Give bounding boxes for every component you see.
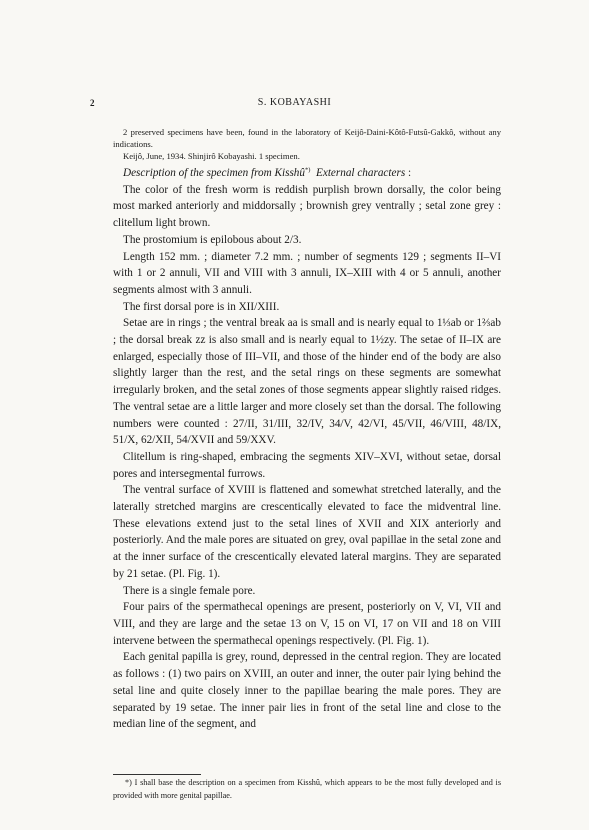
footnote-mark: *) [125,778,132,787]
intro-collection: Keijô, June, 1934. Shinjirô Kobayashi. 1 specimen. [123,151,300,161]
footnote-divider [113,774,201,775]
external-characters-heading: External characters [316,167,406,179]
footnote-reference: *) [305,166,311,174]
footnote [113,777,501,802]
paragraph-ventral-surface: The ventral surface of XVIII is flattened and somewhat stretched laterally, and the laterally stretched margins are crescentically elevated to face the midventral line. These elevations extend just to the setal lines of XVII and XIX anteriorly and posteriorly. And the male pores are situated on grey, oval papillae in the setal zone and at the inner surface of the crescentically elevated lateral margins. They are separated by 21 setae. (Pl. Fig. 1). [113,484,501,580]
running-head: S. KOBAYASHI [257,97,332,108]
page-number: 2 [90,98,95,108]
paragraph-clitellum: Clitellum is ring-shaped, embracing the segments XIV–XVI, without setae, dorsal pores and intersegmental furrows. [113,450,501,480]
paragraph-dorsal-pore: The first dorsal pore is in XII/XIII. [123,300,280,313]
section-heading [113,165,501,182]
intro-preserved: 2 preserved specimens have been, found in the laboratory of Keijô-Daini-Kôtô-Futsû-Gakkô, without any indications. [113,127,501,149]
paragraph-prostomium: The prostomium is epilobous about 2/3. [123,233,302,246]
paragraph-spermathecal: Four pairs of the spermathecal openings are present, posteriorly on V, VI, VII and VIII, and they are large and the setae 13 on V, 15 on VI, 17 on VII and 18 on VIII intervene between the spermathecal openings respectively. (Pl. Fig. 1). [113,601,501,647]
footnote-text: I shall base the description on a specimen from Kisshû, which appears to be the most fully developed and is provided with more genital papillae. [113,778,502,800]
paragraph-length: Length 152 mm. ; diameter 7.2 mm. ; number of segments 129 ; segments II–VI with 1 or 2 annuli, VII and VIII with 3 annuli, IX–XIII with 4 or 5 annuli, another segments almost with 3 annuli. [113,250,501,296]
paragraph-female-pore: There is a single female pore. [123,584,256,597]
paragraph-genital-papilla: Each genital papilla is grey, round, depressed in the central region. They are located as follows : (1) two pairs on XVIII, an outer and inner, the outer pair lying behind the setal line and quite closely inner to the papillae bearing the male pores. They are separated by 19 setae. The inner pair lies in front of the setal line and close to the median line of the segment, and [113,651,501,731]
heading-colon: : [407,167,412,179]
paragraph-setae: Setae are in rings ; the ventral break aa is small and is nearly equal to 1⅓ab or 1⅔ab ; the dorsal break zz is also small and is nearly equal to 1½zy. The setae of II–IX are enlarged, especially those of III–VII, and those of the hinder end of the body are also slightly larger than the rest, and the setal rings on these segments are somewhat irregularly broken, and the setal zones of those segments appear slightly raised ridges. The ventral setae are a little larger and more closely set than the dorsal. The following numbers were counted : 27/II, 31/III, 32/IV, 34/V, 42/VI, 45/VII, 46/VIII, 48/IX, 51/X, 62/XII, 54/XVII and 59/XXV. [113,317,501,447]
intro-block [113,126,501,162]
description-heading: Description of the specimen from Kisshû [123,167,305,179]
paragraph-color: The color of the fresh worm is reddish purplish brown dorsally, the color being most marked anteriorly and middorsally ; brownish grey ventrally ; setal zone grey : clitellum light brown. [113,183,501,230]
body-text [113,126,501,733]
